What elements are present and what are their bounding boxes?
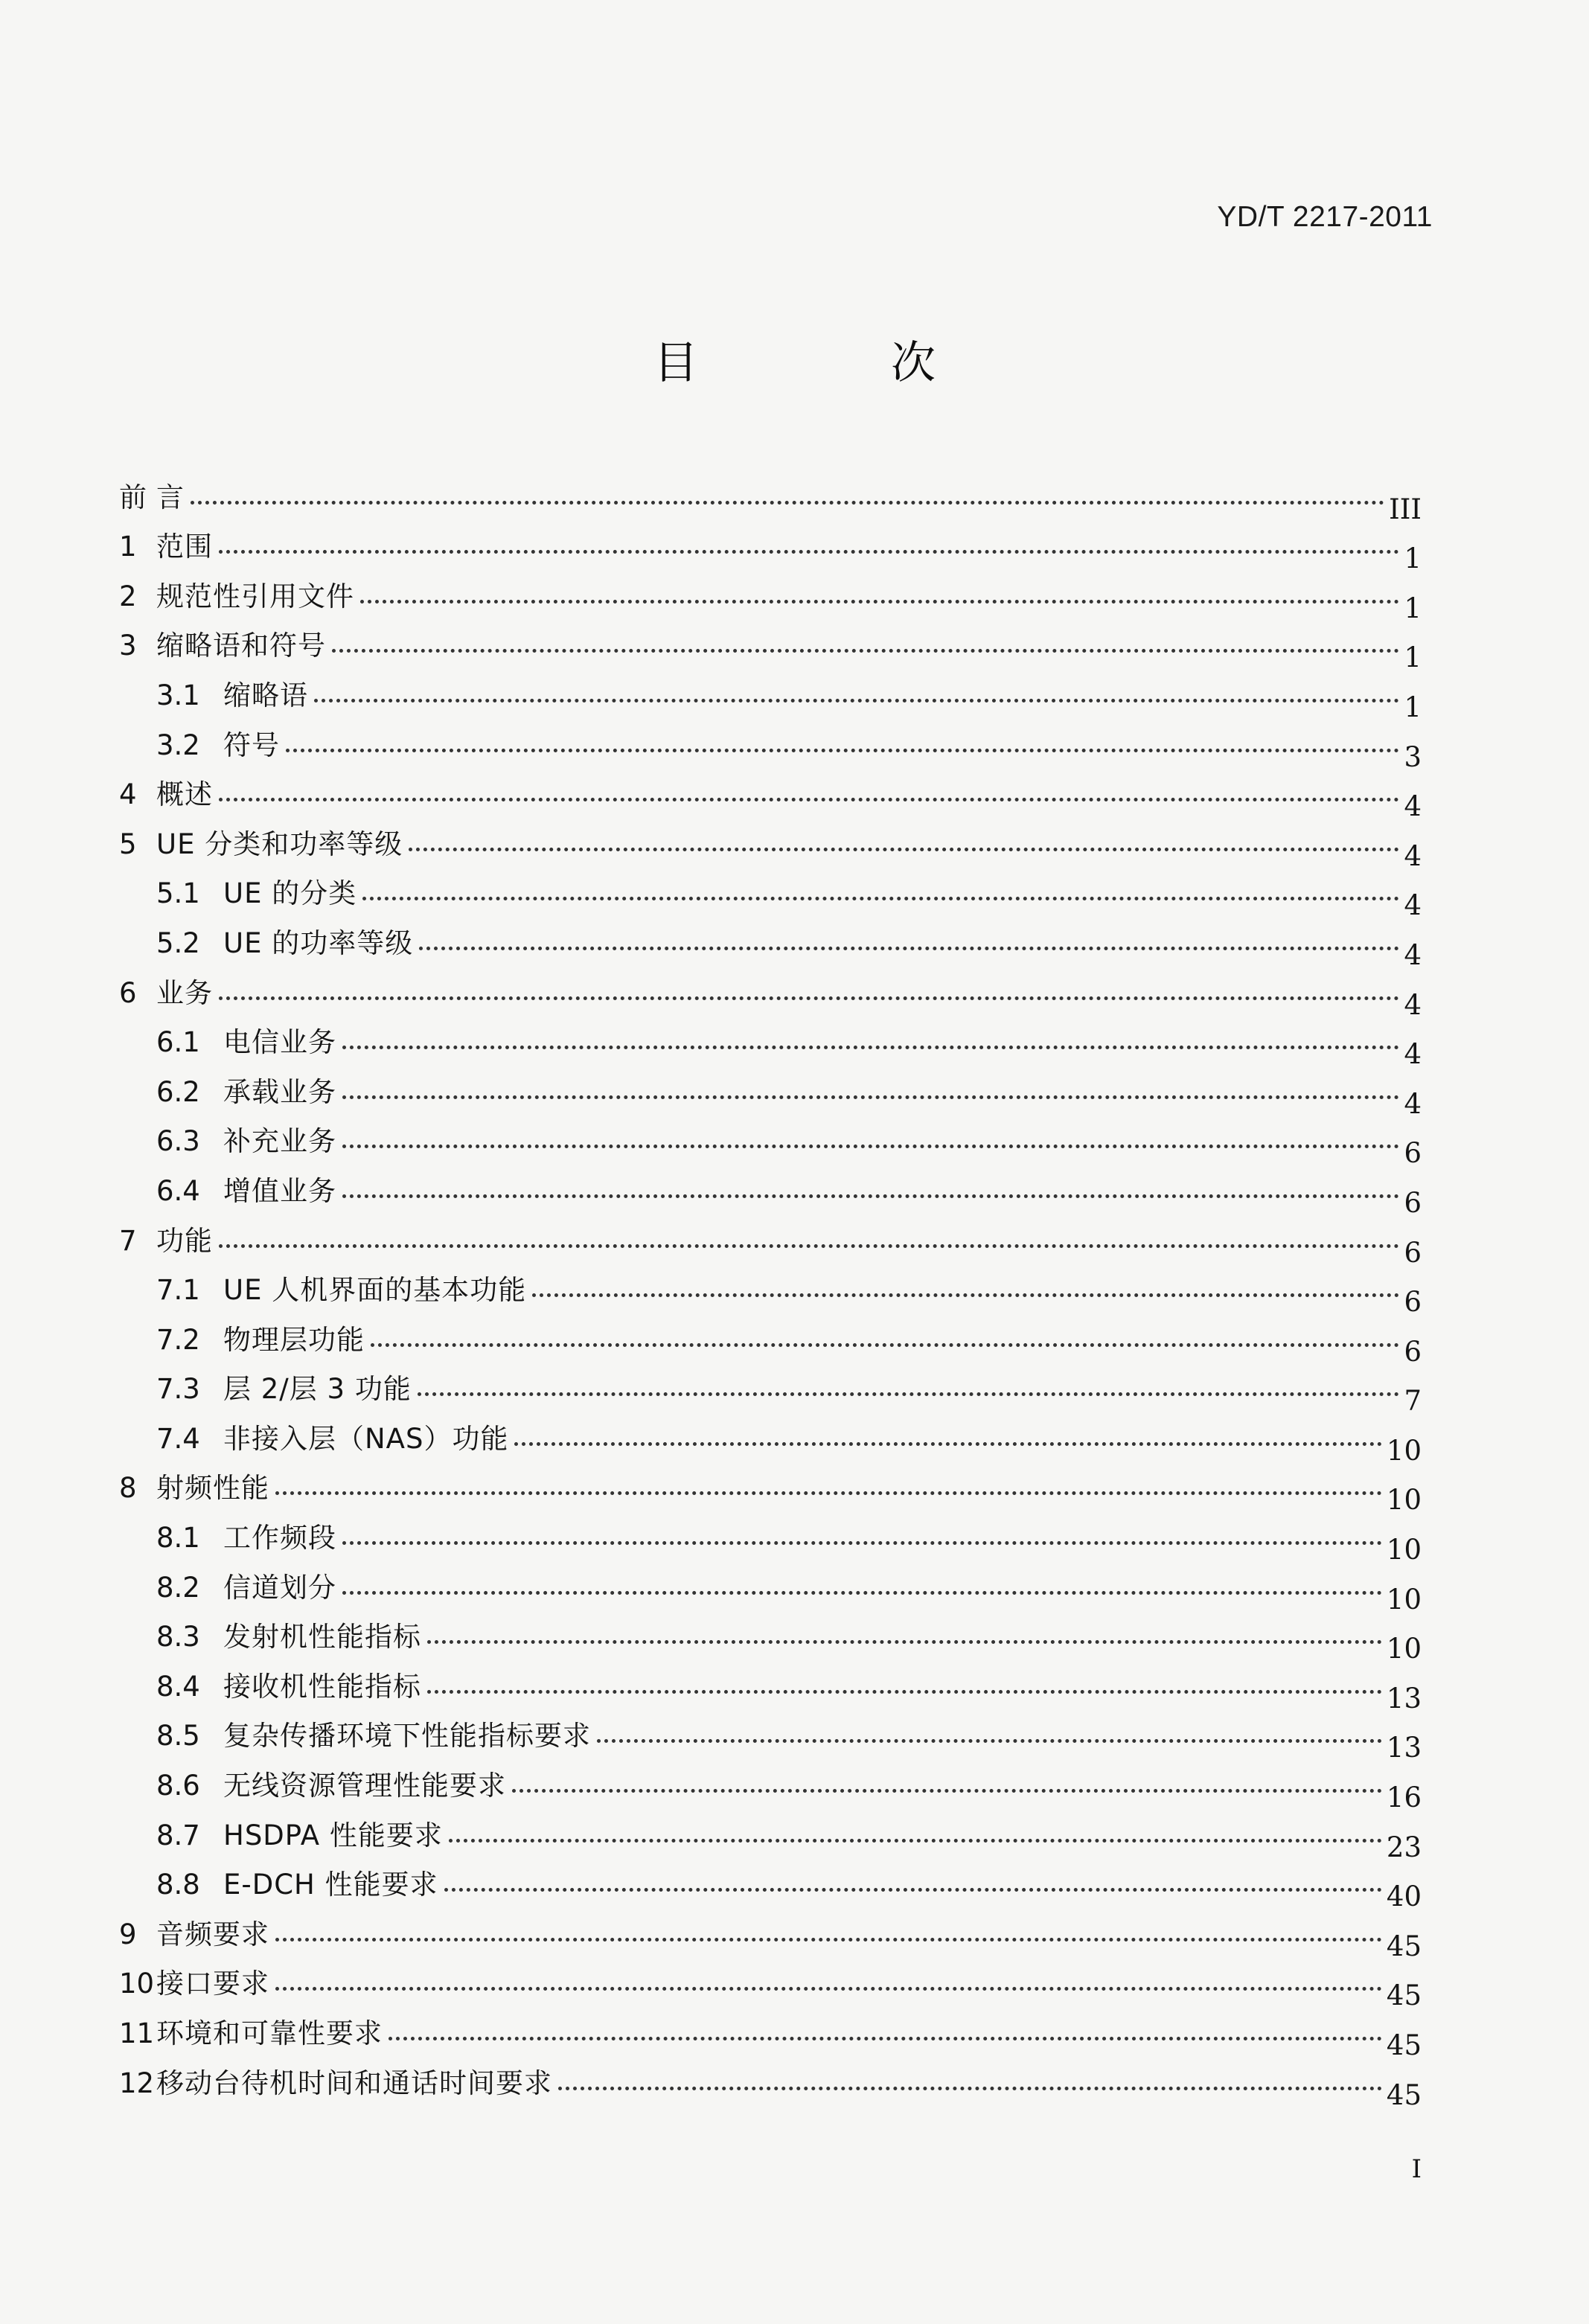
standard-code: YD/T 2217-2011 [1217, 201, 1433, 233]
toc-entry-number: 7 [119, 1224, 137, 1257]
toc-entry-label: 缩略语 [223, 679, 308, 711]
toc-entry[interactable] [119, 511, 1422, 575]
dot-leader [532, 1293, 1399, 1297]
toc-entry-number: 8.7 [156, 1819, 200, 1851]
toc-entry-label: 言 [156, 481, 185, 513]
toc-entry-page: 1 [1404, 592, 1422, 624]
toc-entry-label: UE 分类和功率等级 [156, 828, 403, 860]
toc-entry-number: 6.3 [156, 1125, 200, 1158]
toc-entry[interactable] [119, 1502, 1422, 1566]
toc-entry[interactable] [119, 1651, 1422, 1715]
toc-entry-number: 12 [119, 2067, 155, 2099]
toc-entry-label: 非接入层（NAS）功能 [223, 1422, 509, 1455]
toc-entry-number: 11 [119, 2017, 155, 2049]
dot-leader [360, 600, 1399, 604]
toc-entry-label: UE 人机界面的基本功能 [223, 1274, 527, 1307]
dot-leader [444, 1888, 1382, 1892]
toc-entry-number: 2 [119, 580, 137, 612]
toc-entry[interactable] [119, 461, 1422, 525]
toc-entry-page: 45 [1386, 2078, 1422, 2111]
toc-entry-label: 环境和可靠性要求 [156, 2017, 383, 2049]
dot-leader [342, 1194, 1399, 1198]
dot-leader [275, 1938, 1382, 1942]
toc-entry-page: 1 [1404, 691, 1422, 723]
toc-entry-page: 45 [1386, 2029, 1422, 2061]
toc-entry-label: HSDPA 性能要求 [223, 1819, 443, 1851]
toc-entry[interactable] [119, 858, 1422, 922]
dot-leader [219, 996, 1399, 1000]
toc-entry-label: 工作频段 [223, 1522, 336, 1555]
toc-entry-page: 10 [1386, 1484, 1422, 1517]
toc-entry-page: 45 [1386, 1930, 1422, 1962]
dot-leader [371, 1343, 1399, 1347]
toc-entry[interactable] [119, 2047, 1422, 2111]
dot-leader [512, 1789, 1382, 1793]
toc-entry-label: 层 2/层 3 功能 [223, 1373, 412, 1406]
dot-leader [427, 1690, 1382, 1694]
dot-leader [419, 947, 1399, 950]
toc-entry-label: 业务 [156, 976, 213, 1009]
toc-entry[interactable] [119, 1799, 1422, 1863]
toc-entry-label: 发射机性能指标 [223, 1621, 421, 1654]
toc-entry-page: 7 [1404, 1385, 1422, 1418]
dot-leader [342, 1145, 1399, 1148]
dot-leader [597, 1739, 1382, 1743]
dot-leader [558, 2087, 1382, 2090]
toc-entry-number: 6.1 [156, 1026, 200, 1059]
toc-entry-page: 4 [1404, 1087, 1422, 1120]
toc-entry-label: UE 的功率等级 [223, 926, 414, 959]
toc-entry-number: 8.6 [156, 1770, 200, 1802]
toc-entry-page: 4 [1404, 889, 1422, 922]
dot-leader [409, 848, 1399, 851]
toc-entry-label: 接口要求 [156, 1968, 269, 2000]
toc-entry-page: 3 [1404, 740, 1422, 773]
dot-leader [342, 1591, 1382, 1595]
toc-entry-label: 规范性引用文件 [156, 580, 354, 612]
toc-entry-number: 6 [119, 976, 137, 1009]
toc-entry-number: 8.3 [156, 1621, 200, 1654]
toc-entry-number: 9 [119, 1918, 137, 1950]
toc-entry[interactable] [119, 957, 1422, 1021]
page-number: I [1411, 2154, 1422, 2184]
toc-entry-label: 电信业务 [223, 1026, 336, 1059]
toc-entry-number: 3.1 [156, 679, 200, 711]
toc-entry-number: 5 [119, 828, 137, 860]
toc-entry-number: 1 [119, 531, 137, 563]
toc-entry-label: 承载业务 [223, 1075, 336, 1108]
toc-entry[interactable] [119, 659, 1422, 723]
toc-entry-page: 4 [1404, 988, 1422, 1021]
dot-leader [275, 1491, 1382, 1495]
toc-entry-page: 6 [1404, 1137, 1422, 1170]
toc-entry-label: 无线资源管理性能要求 [223, 1770, 506, 1802]
toc-entry[interactable] [119, 808, 1422, 872]
toc-entry-label: 符号 [223, 729, 280, 761]
toc-entry-number: 8 [119, 1472, 137, 1505]
toc-entry-label: E-DCH 性能要求 [223, 1869, 438, 1901]
toc-entry-page: 45 [1386, 1979, 1422, 2012]
toc-entry[interactable] [119, 1849, 1422, 1913]
toc-entry-label: 接收机性能指标 [223, 1670, 421, 1703]
dot-leader [362, 897, 1399, 900]
dot-leader [342, 1095, 1399, 1099]
toc-entry[interactable] [119, 1453, 1422, 1517]
toc-entry-page: III [1389, 493, 1422, 525]
toc-entry-number: 8.4 [156, 1670, 200, 1703]
toc-entry[interactable] [119, 1750, 1422, 1814]
toc-entry-page: 23 [1386, 1831, 1422, 1863]
toc-entry[interactable] [119, 610, 1422, 674]
toc-entry-page: 4 [1404, 839, 1422, 872]
toc-entry-label: 补充业务 [223, 1125, 336, 1158]
toc-entry-page: 4 [1404, 790, 1422, 823]
toc-entry-page: 6 [1404, 1236, 1422, 1269]
toc-entry-number: 7.3 [156, 1373, 200, 1406]
toc-entry-page: 13 [1386, 1732, 1422, 1764]
dot-leader [332, 649, 1399, 653]
toc-entry-page: 10 [1386, 1633, 1422, 1665]
toc-entry-number: 7.4 [156, 1422, 200, 1455]
toc-entry[interactable] [119, 709, 1422, 773]
dot-leader [389, 2037, 1382, 2040]
toc-entry-page: 1 [1404, 641, 1422, 674]
toc-entry[interactable] [119, 1205, 1422, 1269]
dot-leader [219, 550, 1399, 554]
toc-entry-page: 6 [1404, 1335, 1422, 1368]
toc-entry-page: 10 [1386, 1534, 1422, 1566]
toc-entry-number: 6.4 [156, 1174, 200, 1207]
toc-entry-page: 4 [1404, 1038, 1422, 1071]
toc-entry-number: 7.1 [156, 1274, 200, 1307]
toc-entry-label: 概述 [156, 778, 213, 811]
toc-entry-number: 3 [119, 630, 137, 662]
toc-entry-label: 物理层功能 [223, 1323, 365, 1356]
toc-entry[interactable] [119, 1948, 1422, 2012]
toc-entry-number: 6.2 [156, 1075, 200, 1108]
toc-entry[interactable] [119, 560, 1422, 624]
toc-entry-page: 40 [1386, 1880, 1422, 1913]
dot-leader [418, 1392, 1400, 1396]
toc-entry-number: 10 [119, 1968, 155, 2000]
toc-entry-number: 8.8 [156, 1869, 200, 1901]
toc-entry-label: 音频要求 [156, 1918, 269, 1950]
toc-entry-label: 缩略语和符号 [156, 630, 326, 662]
toc-entry-label: 范围 [156, 531, 213, 563]
toc-entry[interactable] [119, 1700, 1422, 1764]
toc-entry-label: 射频性能 [156, 1472, 269, 1505]
toc-entry-number: 8.2 [156, 1571, 200, 1604]
toc-entry[interactable] [119, 1007, 1422, 1071]
toc-entry-number: 7.2 [156, 1323, 200, 1356]
toc-entry-label: 复杂传播环境下性能指标要求 [223, 1720, 591, 1752]
toc-entry[interactable] [119, 1403, 1422, 1467]
toc-entry-label: UE 的分类 [223, 877, 357, 910]
toc-entry[interactable] [119, 1056, 1422, 1120]
toc-entry-label: 信道划分 [223, 1571, 336, 1604]
dot-leader [219, 1244, 1399, 1248]
toc-entry[interactable] [119, 1552, 1422, 1616]
toc-entry-page: 4 [1404, 938, 1422, 971]
dot-leader [449, 1839, 1382, 1843]
toc-entry-page: 1 [1404, 542, 1422, 575]
dot-leader [314, 699, 1399, 702]
toc-entry[interactable] [119, 1354, 1422, 1418]
toc-entry-number: 前 [119, 481, 147, 513]
dot-leader [191, 501, 1384, 505]
toc-entry-number: 5.2 [156, 926, 200, 959]
toc-entry-page: 10 [1386, 1583, 1422, 1616]
dot-leader [514, 1442, 1381, 1446]
toc-entry[interactable] [119, 907, 1422, 971]
toc-entry[interactable] [119, 1155, 1422, 1219]
toc-entry-page: 10 [1386, 1434, 1422, 1467]
toc-entry-page: 6 [1404, 1286, 1422, 1319]
toc-entry-number: 8.1 [156, 1522, 200, 1555]
dot-leader [342, 1046, 1399, 1049]
toc-entry[interactable] [119, 759, 1422, 823]
toc-entry-number: 5.1 [156, 877, 200, 910]
toc-entry[interactable] [119, 1255, 1422, 1319]
toc-entry[interactable] [119, 1997, 1422, 2061]
table-of-contents [119, 461, 1422, 2111]
dot-leader [219, 798, 1399, 801]
dot-leader [286, 749, 1399, 752]
toc-entry-number: 8.5 [156, 1720, 200, 1752]
toc-entry-label: 功能 [156, 1224, 213, 1257]
toc-entry[interactable] [119, 1601, 1422, 1665]
page-title: 目 次 [653, 337, 1026, 389]
toc-entry-page: 13 [1386, 1682, 1422, 1715]
toc-entry[interactable] [119, 1898, 1422, 1962]
toc-entry[interactable] [119, 1304, 1422, 1368]
toc-entry-label: 增值业务 [223, 1174, 336, 1207]
toc-entry-page: 6 [1404, 1186, 1422, 1219]
dot-leader [275, 1987, 1382, 1991]
dot-leader [342, 1541, 1382, 1545]
toc-entry-label: 移动台待机时间和通话时间要求 [156, 2067, 552, 2099]
toc-entry-number: 3.2 [156, 729, 200, 761]
toc-entry-page: 16 [1386, 1782, 1422, 1814]
toc-entry[interactable] [119, 1106, 1422, 1170]
toc-entry-number: 4 [119, 778, 137, 811]
dot-leader [427, 1640, 1382, 1644]
